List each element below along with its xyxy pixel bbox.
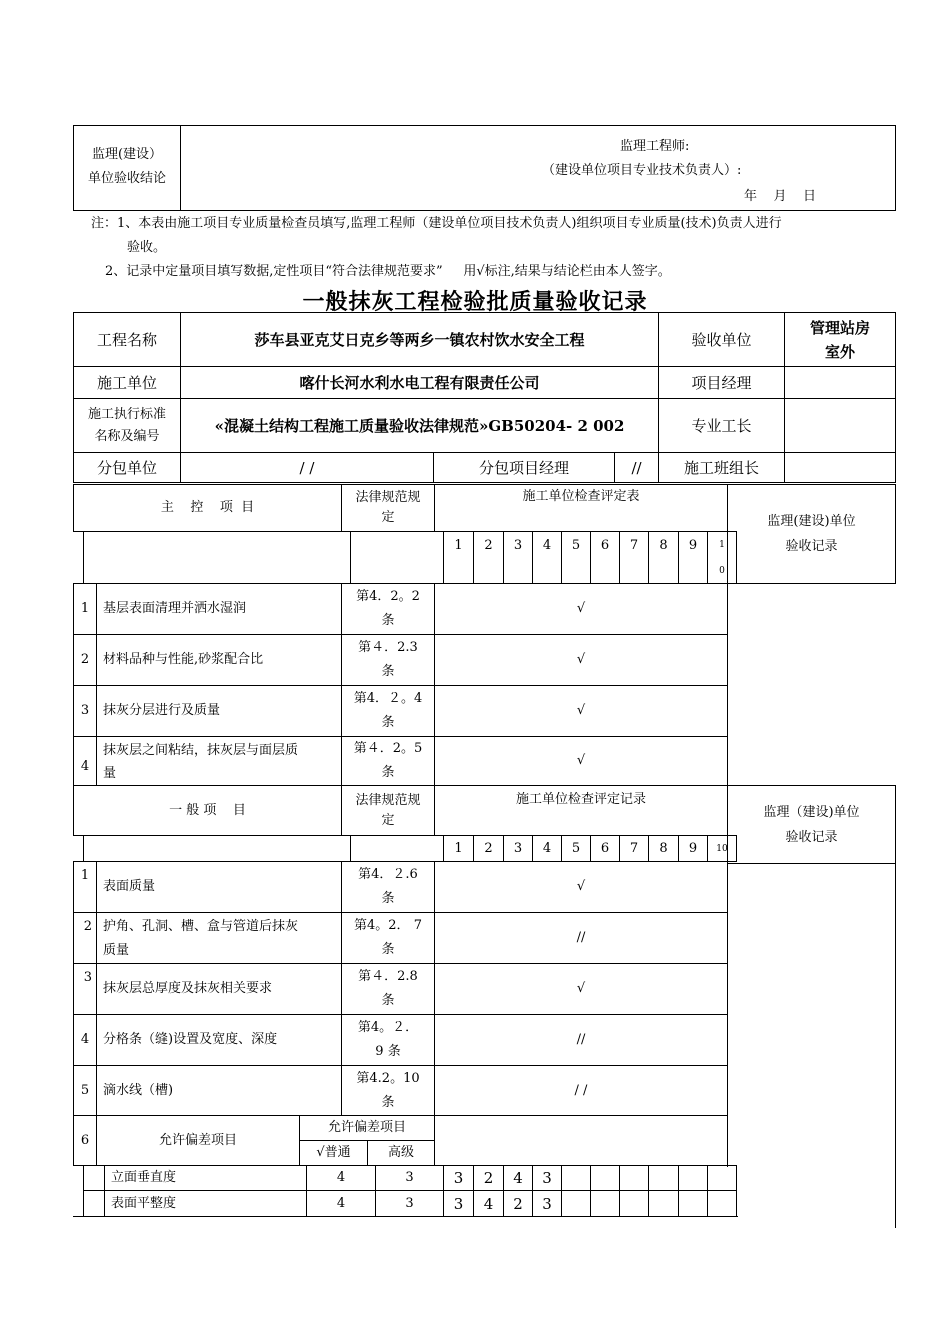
main-item-name: 基层表面清理并洒水湿润 <box>96 583 342 635</box>
main-item-name: 材料品种与性能,砂浆配合比 <box>96 634 342 686</box>
main-col-2: 2 <box>473 531 504 584</box>
general-supervision-column <box>727 863 896 1167</box>
acceptance-unit-label: 验收单位 <box>658 312 785 367</box>
general-supervision: 监理（建设)单位 验收记录 <box>727 785 896 864</box>
general-item-no: 1 <box>73 861 97 913</box>
foreman-label: 专业工长 <box>658 398 785 453</box>
note-line-1b: 验收。 <box>127 240 167 255</box>
subcontractor-value: / / <box>180 452 434 483</box>
project-name-value: 莎车县亚克艾日克乡等两乡一镇农村饮水安全工程 <box>180 312 659 367</box>
main-item-result: √ <box>434 583 728 635</box>
general-item-name: 抹灰层总厚度及抹灰相关要求 <box>96 963 342 1015</box>
general-col-8: 8 <box>648 835 679 862</box>
tolerance-value-empty <box>707 1190 737 1217</box>
tolerance-value-empty <box>561 1190 591 1217</box>
main-item-std: 第４．2.3 条 <box>341 634 435 686</box>
subcontractor-label: 分包单位 <box>73 452 181 483</box>
note-line-1: 注：1、本表由施工项目专业质量检查员填写,监理工程师（建设单位项目技术负责人)组织项目专业质量(技术)负责人进行 <box>91 216 782 231</box>
date-line: 年 月 日 <box>744 189 817 204</box>
tolerance-value: 2 <box>503 1190 533 1217</box>
page-title: 一般抹灰工程检验批质量验收记录 <box>302 289 648 315</box>
general-item-no: 3 <box>73 963 97 1015</box>
main-col-7: 7 <box>619 531 649 584</box>
general-item-std: 第4.2。10 条 <box>341 1065 435 1116</box>
sub-pm-label: 分包项目经理 <box>433 452 615 483</box>
main-col-8: 8 <box>648 531 679 584</box>
general-item-name: 滴水线（槽) <box>96 1065 342 1116</box>
tolerance-row-indent <box>83 1190 105 1217</box>
main-col-5: 5 <box>561 531 591 584</box>
tolerance-sub-label: 允许偏差项目 <box>299 1115 435 1141</box>
general-item-std: 第4。2． 7 条 <box>341 912 435 964</box>
tolerance-value-empty <box>590 1165 620 1191</box>
general-item-name: 分格条（缝)设置及宽度、深度 <box>96 1014 342 1066</box>
tolerance-value: 3 <box>443 1190 474 1217</box>
general-item-result: // <box>434 912 728 964</box>
main-col-6: 6 <box>590 531 620 584</box>
general-blank-cell <box>83 835 351 862</box>
tolerance-value: 3 <box>532 1190 562 1217</box>
team-leader-label: 施工班组长 <box>658 452 785 483</box>
tolerance-row-name: 立面垂直度 <box>104 1165 307 1191</box>
main-col-1: 1 <box>443 531 474 584</box>
general-item-result: / / <box>434 1065 728 1116</box>
right-edge-line <box>895 1166 896 1228</box>
main-control-label: 主 控 项 目 <box>73 484 342 532</box>
main-control-supervision: 监理(建设)单位 验收记录 <box>727 484 896 584</box>
main-col-4: 4 <box>532 531 562 584</box>
general-col-1: 1 <box>443 835 474 862</box>
project-manager-value <box>784 366 896 399</box>
general-item-name: 护角、孔洞、槽、盒与管道后抹灰 质量 <box>96 912 342 964</box>
general-blank-cell <box>350 835 444 862</box>
general-col-5: 5 <box>561 835 591 862</box>
tolerance-result-blank <box>434 1115 728 1166</box>
tolerance-value-empty <box>648 1190 679 1217</box>
tolerance-value-empty <box>678 1165 708 1191</box>
tolerance-value-empty <box>707 1165 737 1191</box>
tolerance-normal: √普通 <box>299 1140 368 1166</box>
main-item-std: 第4．2。2 条 <box>341 583 435 635</box>
general-col-2: 2 <box>473 835 504 862</box>
supervisor-responsible: （建设单位项目专业技术负责人）: <box>542 163 742 178</box>
main-item-no: 2 <box>73 634 97 686</box>
tolerance-row-indent <box>83 1165 105 1191</box>
main-item-no: 4 <box>73 736 97 786</box>
tolerance-no: 6 <box>73 1115 97 1166</box>
standard-label: 施工执行标准 名称及编号 <box>73 398 181 453</box>
tolerance-row-high: 3 <box>375 1165 444 1191</box>
tolerance-value-empty <box>648 1165 679 1191</box>
tolerance-value-empty <box>678 1190 708 1217</box>
main-col-9: 9 <box>678 531 708 584</box>
general-std-label: 法律规范规定 <box>341 785 435 836</box>
tolerance-value: 2 <box>473 1165 504 1191</box>
general-item-no: 4 <box>73 1014 97 1066</box>
construction-unit-value: 喀什长河水利水电工程有限责任公司 <box>180 366 659 399</box>
main-col-10: 1 0 <box>707 531 737 584</box>
tolerance-value-empty <box>590 1190 620 1217</box>
conclusion-label: 监理(建设） 单位验收结论 <box>87 147 166 186</box>
main-item-result: √ <box>434 634 728 686</box>
general-item-name: 表面质量 <box>96 861 342 913</box>
tolerance-row-high: 3 <box>375 1190 444 1217</box>
general-item-result: // <box>434 1014 728 1066</box>
tolerance-label: 允许偏差项目 <box>96 1115 300 1166</box>
main-control-check-label: 施工单位检查评定表 <box>434 484 728 532</box>
general-col-10: 10 <box>707 835 737 862</box>
general-item-no: 2 <box>73 912 97 964</box>
tolerance-value: 3 <box>443 1165 474 1191</box>
main-item-name: 抹灰分层进行及质量 <box>96 685 342 737</box>
tolerance-row-name: 表面平整度 <box>104 1190 307 1217</box>
main-col-3: 3 <box>503 531 533 584</box>
tolerance-value: 4 <box>503 1165 533 1191</box>
sub-pm-value: // <box>614 452 659 483</box>
main-item-std: 第４．2。5 条 <box>341 736 435 786</box>
main-control-std-label: 法律规范规定 <box>341 484 435 532</box>
general-col-7: 7 <box>619 835 649 862</box>
main-item-result: √ <box>434 736 728 786</box>
tolerance-high: 高级 <box>367 1140 435 1166</box>
tolerance-value-empty <box>619 1190 649 1217</box>
main-item-no: 3 <box>73 685 97 737</box>
acceptance-unit-value: 管理站房室外 <box>784 312 896 367</box>
general-item-std: 第４．2.8 条 <box>341 963 435 1015</box>
main-item-result: √ <box>434 685 728 737</box>
project-name-label: 工程名称 <box>73 312 181 367</box>
tolerance-value: 3 <box>532 1165 562 1191</box>
general-col-9: 9 <box>678 835 708 862</box>
general-col-4: 4 <box>532 835 562 862</box>
tolerance-value-empty <box>619 1165 649 1191</box>
general-item-std: 第4．２.6 条 <box>341 861 435 913</box>
general-check-label: 施工单位检查评定记录 <box>434 785 728 836</box>
tolerance-value: 4 <box>473 1190 504 1217</box>
general-label: 一 般 项 目 <box>73 785 342 836</box>
table-bottom-line <box>73 1216 738 1217</box>
main-control-blank-cell <box>350 531 444 584</box>
general-item-result: √ <box>434 963 728 1015</box>
general-col-3: 3 <box>503 835 533 862</box>
main-item-no: 1 <box>73 583 97 635</box>
tolerance-row-normal: 4 <box>306 1190 376 1217</box>
tolerance-row-normal: 4 <box>306 1165 376 1191</box>
main-control-blank-cell <box>83 531 351 584</box>
main-item-std: 第4．２。4 条 <box>341 685 435 737</box>
foreman-value <box>784 398 896 453</box>
project-manager-label: 项目经理 <box>658 366 785 399</box>
team-leader-value <box>784 452 896 483</box>
general-item-no: 5 <box>73 1065 97 1116</box>
general-col-6: 6 <box>590 835 620 862</box>
note-line-2: 2、记录中定量项目填写数据,定性项目“符合法律规范要求” 用√标注,结果与结论栏由本人签字。 <box>105 264 671 279</box>
tolerance-value-empty <box>561 1165 591 1191</box>
general-item-std: 第4。２． 9 条 <box>341 1014 435 1066</box>
main-item-name: 抹灰层之间粘结，抹灰层与面层质 量 <box>96 736 342 786</box>
supervisor-engineer: 监理工程师: <box>620 139 690 154</box>
construction-unit-label: 施工单位 <box>73 366 181 399</box>
general-item-result: √ <box>434 861 728 913</box>
standard-value: «混凝土结构工程施工质量验收法律规范»GB50204- 2 002 <box>180 398 659 453</box>
